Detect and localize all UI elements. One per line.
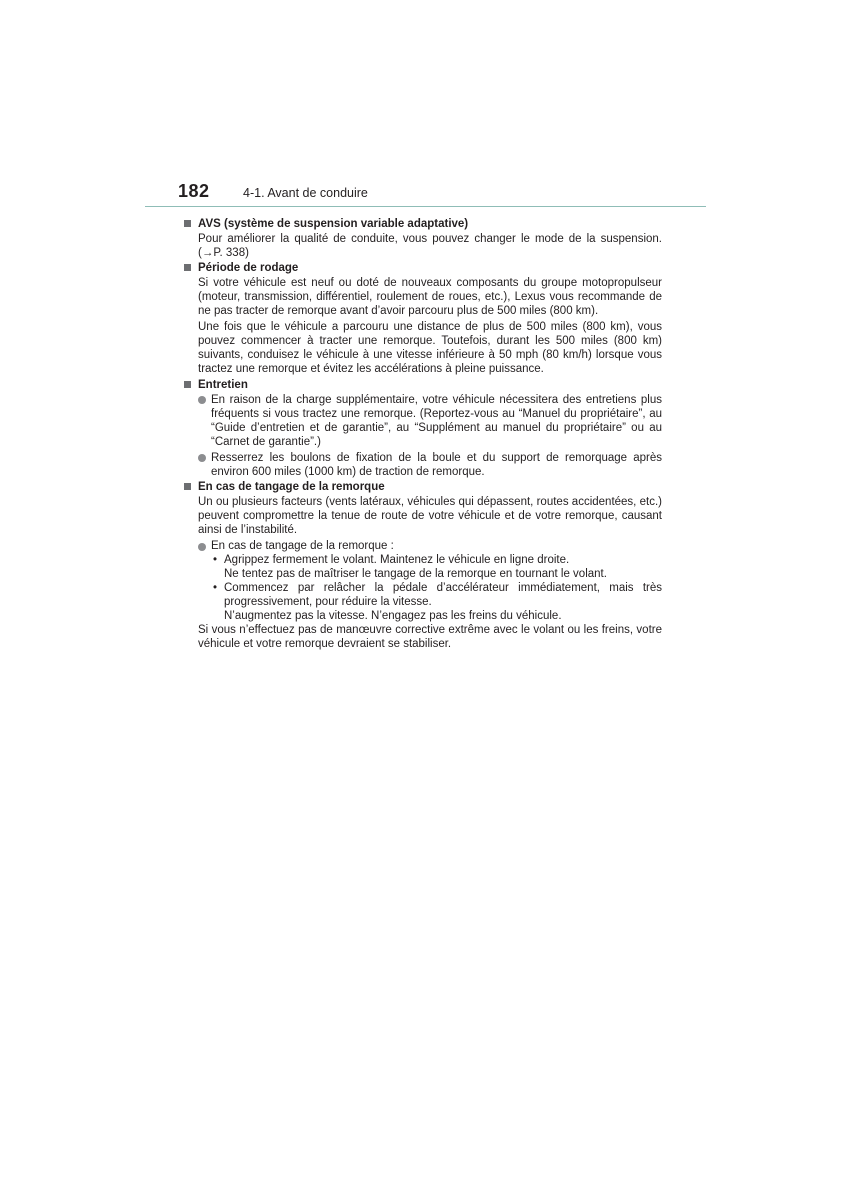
heading-entretien [184, 378, 662, 392]
list-item [198, 451, 662, 479]
section-title: 4-1. Avant de conduire [243, 186, 368, 200]
square-bullet-icon [184, 264, 191, 271]
paragraph: Un ou plusieurs facteurs (vents latéraux, véhicules qui dépassent, routes accidentées, etc.) peuvent compromettre la tenue de route de votre véhicule et de votre remorque, causant ainsi de l’instabilité. [198, 496, 662, 536]
heading-text: AVS (système de suspension variable adaptative) [198, 217, 469, 230]
list-item-text: En cas de tangage de la remorque : [211, 540, 394, 552]
sub-list-line: N’augmentez pas la vitesse. N’engagez pas les freins du véhicule. [224, 610, 562, 622]
heading-avs [184, 217, 662, 231]
page-body [184, 215, 662, 651]
round-bullet-icon [198, 543, 206, 551]
paragraph: Pour améliorer la qualité de conduite, vous pouvez changer le mode de la suspension. (→P. 338) [198, 232, 662, 259]
sub-list-line: Commencez par relâcher la pédale d’accélérateur immédiatement, mais très progressivement, pour réduire la vitesse. [224, 582, 662, 608]
header-divider [145, 206, 706, 207]
heading-rodage [184, 261, 662, 275]
list-item [198, 539, 662, 553]
round-bullet-icon [198, 454, 206, 462]
paragraph: Une fois que le véhicule a parcouru une distance de plus de 500 miles (800 km), vous pouvez commencer à tracter une remorque. Toutefois, durant les 500 miles (800 km) suivants, conduisez le véhicule à une vitesse inférieure à 50 mph (80 km/h) lorsque vous tractez une remorque et évitez les accélérations à pleine puissance. [198, 321, 662, 375]
middle-dot-icon: • [213, 554, 218, 566]
heading-text: Entretien [198, 378, 248, 391]
square-bullet-icon [184, 483, 191, 490]
sub-list-line: Ne tentez pas de maîtriser le tangage de la remorque en tournant le volant. [224, 568, 607, 580]
heading-text: Période de rodage [198, 262, 299, 274]
heading-text: En cas de tangage de la remorque [198, 481, 385, 493]
middle-dot-icon: • [213, 582, 218, 594]
page-number: 182 [178, 181, 210, 201]
heading-tangage [184, 480, 662, 494]
round-bullet-icon [198, 396, 206, 404]
list-item-text: En raison de la charge supplémentaire, votre véhicule nécessitera des entretiens plus fréquents si vous tractez une remorque. (Reportez-vous au “Manuel du propriétaire”, au “Guide d’entretien et de garantie”, au “Supplément au manuel du propriétaire” ou au “Carnet de garantie”.) [211, 393, 662, 448]
sub-list-item [211, 581, 662, 623]
paragraph: Si votre véhicule est neuf ou doté de nouveaux composants du groupe motopropulseur (moteur, transmission, différentiel, roulement de roues, etc.), Lexus vous recommande de ne pas tracter de remorque avant d’avoir parcouru plus de 500 miles (800 km). [198, 277, 662, 317]
square-bullet-icon [184, 220, 191, 227]
list-item [198, 393, 662, 449]
square-bullet-icon [184, 381, 191, 388]
list-item-text: Resserrez les boulons de fixation de la boule et du support de remorquage après environ 600 miles (1000 km) de traction de remorque. [211, 451, 662, 478]
paragraph: Si vous n’effectuez pas de manœuvre corrective extrême avec le volant ou les freins, votre véhicule et votre remorque devraient se stabiliser. [198, 624, 662, 650]
sub-list-line: Agrippez fermement le volant. Maintenez le véhicule en ligne droite. [224, 554, 570, 566]
sub-list-item [211, 553, 662, 581]
